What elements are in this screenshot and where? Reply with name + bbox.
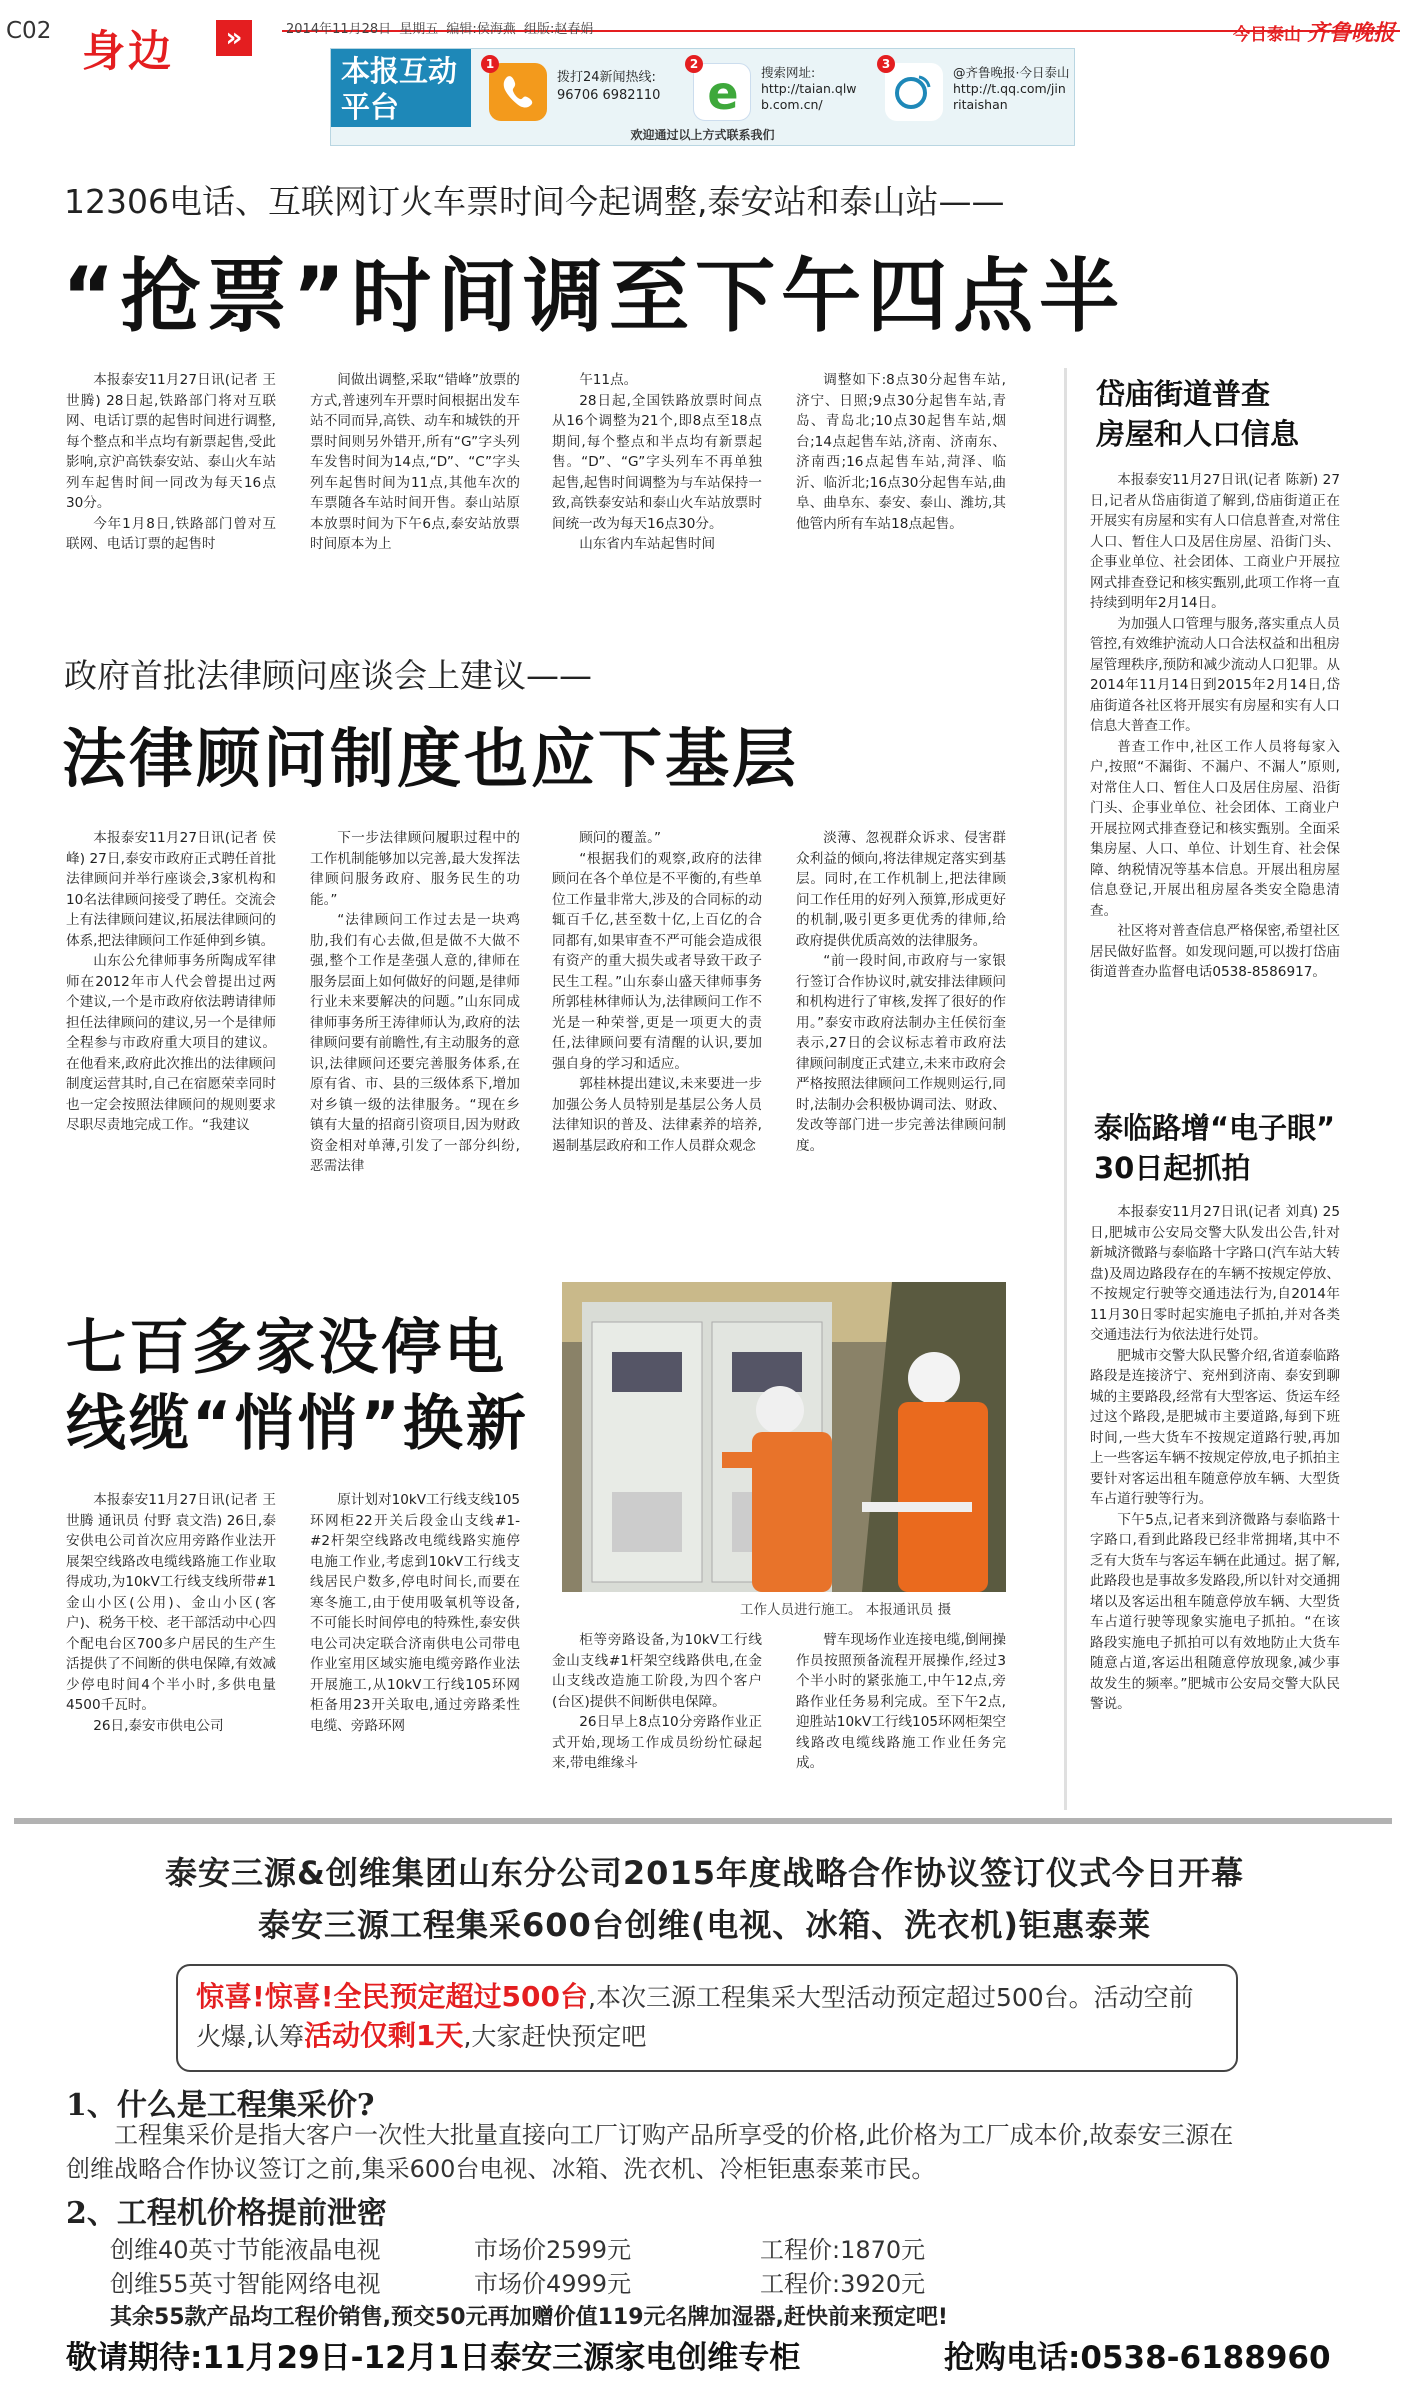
browser-e-icon (693, 63, 751, 121)
a2-col-2 (310, 828, 520, 1258)
paragraph: 郭桂林提出建议,未来要进一步加强公务人员特别是基层公务人员法律知识的普及、法律素养的培养,遏制基层政府和工作人员群众观念 (552, 1076, 762, 1154)
a3-headline-line1: 七百多家没停电 (66, 1313, 507, 1383)
ad-footer-phone: 抢购电话:0538-6188960 (944, 2340, 1331, 2376)
paragraph: 今年1月8日,铁路部门曾对互联网、电话订票的起售时 (66, 515, 276, 552)
a3-col-2 (310, 1490, 520, 1780)
masthead-brand (1233, 16, 1395, 47)
ad-promo-box (176, 1964, 1238, 2072)
paragraph: 间做出调整,采取“错峰”放票的方式,普速列车开票时间根据出发车站不同而异,高铁、动车和城铁的开票时间则另外错开,所有“G”字头列车发售时间为14点,“D”、“C”字头列车起售时间为11点,其他车次的车票随各车站时间开售。泰山站原本放票时间为下午6点,泰安站放票时间原本为上 (310, 372, 520, 552)
paragraph: “法律顾问工作过去是一块鸡肋,我们有心去做,但是做不大做不强,整个工作是垄强人意的,律师在服务层面上如何做好的问题,是律师行业未来要解决的问题。”山东同成律师事务所王涛律师认为,政府的法律顾问要有前瞻性,有主动服务的意识,法律顾问还要完善服务体系,在原有省、市、县的三级体系下,增加对乡镇一级的法律服务。“现在乡镇有大量的招商引资项目,因为财政资金相对单薄,引发了一部分纠纷,恶需法律 (310, 912, 520, 1174)
s1-headline: 岱庙街道普查 房屋和人口信息 (1096, 377, 1300, 451)
badge-1: 1 (481, 55, 499, 73)
paragraph: 山东省内车站起售时间 (579, 536, 716, 552)
badge-3: 3 (877, 55, 895, 73)
a3-photo (562, 1282, 1006, 1592)
a3-col-4 (796, 1630, 1006, 1780)
a3-headline-line2: 线缆“悄悄”换新 (66, 1389, 529, 1459)
s2-headline: 泰临路增“电子眼” 30日起抓拍 (1094, 1111, 1336, 1185)
ad-question-2: 2、工程机价格提前泄密 (66, 2196, 387, 2231)
paragraph: 下一步法律顾问履职过程中的工作机制能够加以完善,最大发挥法律顾问服务政府、服务民生的功能。” (310, 830, 520, 908)
edition-meta: 2014年11月28日 星期五 编辑:侯海燕 组版:赵春娟 (286, 22, 594, 37)
badge-2: 2 (685, 55, 703, 73)
photo-caption: 工作人员进行施工。 本报通讯员 摄 (740, 1602, 952, 1618)
a2-kicker: 政府首批法律顾问座谈会上建议—— (64, 656, 592, 695)
promo-red-2: 活动仅剩1天 (303, 2019, 464, 2052)
paragraph: 为加强人口管理与服务,落实重点人员管控,有效维护流动人口合法权益和出租房屋管理秩序,预防和减少流动人口犯罪。从2014年11月14日到2015年2月14日,岱庙街道各社区将开展实有房屋和实有人口信息大普查工作。 (1090, 615, 1340, 734)
sidebar-rule (1064, 368, 1067, 1810)
paragraph: 臂车现场作业连接电缆,倒闸操作员按照预备流程开展操作,经过3个半小时的紧张施工,中午12点,旁路作业任务易利完成。至下午2点,迎胜站10kV工行线105环网柜架空线路改电缆线路施工作业任务完成。 (796, 1632, 1006, 1771)
paragraph: 本报泰安11月27日讯(记者 王世腾 通讯员 付野 袁文浩) 26日,泰安供电公司首次应用旁路作业法开展架空线路改电缆线路施工作业取得成功,为10kV工行线支线所带#1金山小区(公用)、金山小区(客户)、税务干校、老干部活动中心四个配电台区700多户居民的生产生活提供了不间断的供电保障,有效减少停电时间4个半小时,多供电量4500千瓦时。 (66, 1492, 276, 1713)
paragraph: 下午5点,记者来到济微路与泰临路十字路口,看到此路段已经非常拥堵,其中不乏有大货车与客运车辆在此通过。据了解,此路段也是事故多发路段,所以针对交通拥堵以及客运出租车随意停放车辆、大型货车占道行驶等现象实施电子抓拍。“在该路段实施电子抓拍可以有效地防止大货车随意占道,客运出租随意停放现象,减少事故发生的频率。”肥城市公安局交警大队民警说。 (1090, 1511, 1340, 1712)
s2-body (1090, 1202, 1340, 1802)
promo-red-1: 惊喜!惊喜!全民预定超过500台 (196, 1980, 588, 2013)
product-1-price: 工程价:1870元 (760, 2236, 926, 2264)
website-text[interactable]: 搜索网址: http://taian.qlw b.com.cn/ (761, 65, 857, 112)
paragraph: “前一段时间,市政府与一家银行签订合作协议时,就安排法律顾问和机构进行了审核,发挥了很好的作用。”泰安市政府法制办主任侯衍奎表示,27日的会议标志着市政府法律顾问制度正式建立,未来市政府会严格按照法律顾问工作规则运行,同时,法制办会积极协调司法、财政、发改等部门进一步完善法律顾问制度。 (796, 953, 1006, 1154)
section-title: 身边 (82, 27, 174, 77)
ad-footer-dates: 敬请期待:11月29日-12月1日泰安三源家电创维专柜 (66, 2340, 801, 2376)
product-2-market: 市场价4999元 (474, 2270, 632, 2298)
interaction-footer: 欢迎通过以上方式联系我们 (630, 128, 775, 142)
paragraph: 午11点。 (579, 372, 638, 388)
a1-col-3 (552, 370, 762, 585)
a2-col-1 (66, 828, 276, 1258)
ad-note: 其余55款产品均工程价销售,预交50元再加赠价值119元名牌加湿器,赶快前来预定吧! (110, 2305, 948, 2330)
paragraph: 原计划对10kV工行线支线105环网柜22开关后段金山支线#1-#2杆架空线路改电缆线路实施停电施工作业,考虑到10kV工行线支线居民户数多,停电时间长,而要在寒冬施工,由于使用吸氧机等设备,不可能长时间停电的特殊性,泰安供电公司决定联合济南供电公司带电作业室用区域实施电缆旁路作业法开展施工,从10kV工行线105环网柜备用23开关取电,通过旁路柔性电缆、旁路环网 (310, 1492, 520, 1734)
ad-question-1: 1、什么是工程集采价? (66, 2088, 375, 2123)
paragraph: 本报泰安11月27日讯(记者 刘真) 25日,肥城市公安局交警大队发出公告,针对新城济微路与泰临路十字路口(汽车站大转盘)及周边路段存在的车辆不按规定停放、不按规定行驶等交通违法行为,自2014年11月30日零时起实施电子抓拍,并对各类交通违法行为依法进行处罚。 (1090, 1204, 1340, 1343)
paragraph: 本报泰安11月27日讯(记者 陈新) 27日,记者从岱庙街道了解到,岱庙街道正在开展实有房屋和实有人口信息普查,对常住人口、暂住人口及居住房屋、沿街门头、企事业单位、社会团体、工商业户开展拉网式排查登记和核实甄别,此项工作将一直持续到明年2月14日。 (1090, 472, 1340, 611)
phone-icon (489, 63, 547, 121)
hotline-block (485, 55, 679, 125)
weibo-text[interactable]: @齐鲁晚报·今日泰山 http://t.qq.com/jin ritaishan (953, 65, 1070, 112)
paragraph: 淡薄、忽视群众诉求、侵害群众利益的倾向,将法律规定落实到基层。同时,在工作机制上,把法律顾问工作任用的好列入预算,形成更好的机制,吸引更多更优秀的律师,给政府提供优质高效的法律服务。 (796, 830, 1006, 949)
paragraph: 调整如下:8点30分起售车站,济宁、日照;9点30分起售车站,青岛、青岛北;10点30起售车站,烟台;14点起售车站,济南、济南东、济南西;16点起售车站,菏泽、临沂、临沂北;16点30分起售车站,曲阜、曲阜东、泰安、泰山、潍坊,其他管内所有车站18点起售。 (796, 372, 1006, 532)
a2-col-4 (796, 828, 1006, 1258)
interaction-title: 本报互动平台 (331, 49, 471, 127)
paragraph: 26日,泰安市供电公司 (93, 1717, 224, 1734)
a1-col-1 (66, 370, 276, 585)
product-1-name: 创维40英寸节能液晶电视 (110, 2236, 381, 2264)
ad-paragraph-1: 工程集采价是指大客户一次性大批量直接向工厂订购产品所享受的价格,此价格为工厂成本价,故泰安三源在创维战略合作协议签订之前,集采600台电视、冰箱、洗衣机、冷柜钜惠泰莱市民。 (66, 2121, 1234, 2183)
paragraph: 社区将对普查信息严格保密,希望社区居民做好监督。如发现问题,可以拨打岱庙街道普查办监督电话0538-8586917。 (1090, 923, 1340, 980)
paragraph: 顾问的覆盖。” (579, 830, 661, 846)
paragraph: 山东公允律师事务所陶成军律师在2012年市人代会曾提出过两个建议,一个是市政府依法聘请律师担任法律顾问的建议,另一个是律师全程参与市政府重大项目的建议。在他看来,政府此次推出的法律顾问制度运营其时,自己在宿愿荣幸同时也一定会按照法律顾问的规则要求尽职尽责地完成工作。“我建议 (66, 953, 276, 1133)
ad-divider (14, 1818, 1392, 1824)
a1-col-2 (310, 370, 520, 585)
hotline-text: 拨打24新闻热线: 96706 6982110 (557, 70, 661, 103)
paragraph: 本报泰安11月27日讯(记者 王世腾) 28日起,铁路部门将对互联网、电话订票的起售时间进行调整,每个整点和半点均有新票起售,受此影响,京沪高铁泰安站、泰山火车站列车起售时间一同改为每天16点30分。 (66, 372, 276, 511)
a1-kicker: 12306电话、互联网订火车票时间今起调整,泰安站和泰山站—— (64, 182, 1005, 221)
a2-col-3 (552, 828, 762, 1258)
brand-logo: 齐鲁晚报 (1306, 20, 1395, 46)
paragraph: 肥城市交警大队民警介绍,省道泰临路路段是连接济宁、兖州到济南、泰安到聊城的主要路段,经常有大型客运、货运车经过这个路段,是肥城市主要道路,每到下班时间,一些大货车不按规定道路行驶,再加上一些客运车辆不按规定停放,电子抓拍主要针对客运出租车随意停放车辆、大型货车占道行驶等行为。 (1090, 1347, 1340, 1507)
ad-headline-1: 泰安三源&创维集团山东分公司2015年度战略合作协议签订仪式今日开幕 (165, 1854, 1244, 1892)
ad-headline-2: 泰安三源工程集采600台创维(电视、冰箱、洗衣机)钜惠泰莱 (257, 1906, 1152, 1944)
s1-body (1090, 470, 1340, 1050)
product-1-market: 市场价2599元 (474, 2236, 632, 2264)
a1-headline: “抢票”时间调至下午四点半 (62, 250, 1126, 343)
brand-text: 今日泰山 (1232, 25, 1301, 45)
promo-text-1: ,本次三源工程集采大型活动预定超过500台。活动空前火爆,认筹 (196, 1983, 1194, 2051)
a2-headline: 法律顾问制度也应下基层 (62, 723, 799, 797)
paragraph: 普查工作中,社区工作人员将每家入户,按照“不漏街、不漏户、不漏人”原则,对常住人口、暂住人口及居住房屋、沿街门头、企事业单位、社会团体、工商业户开展拉网式排查登记和核实甄别。全面采集房屋、人口、单位、计划生育、社会保障、纳税情况等基本信息。开展出租房屋信息登记,开展出租房屋各类安全隐患清查。 (1090, 738, 1340, 919)
paragraph: 本报泰安11月27日讯(记者 侯峰) 27日,泰安市政府正式聘任首批法律顾问并举行座谈会,3家机构和10名法律顾问接受了聘任。交流会上有法律顾问建议,拓展法律顾问的体系,把法律顾问工作延伸到乡镇。 (66, 830, 276, 949)
promo-text-2: ,大家赶快预定吧 (463, 2022, 647, 2051)
paragraph: 26日早上8点10分旁路作业正式开始,现场工作成员纷纷忙碌起来,带电维缘斗 (552, 1714, 762, 1771)
paragraph: 柜等旁路设备,为10kV工行线金山支线#1杆架空线路供电,在金山支线改造施工阶段,为四个客户(台区)提供不间断供电保障。 (552, 1632, 762, 1710)
page-number: C02 (6, 18, 52, 44)
paragraph: 28日起,全国铁路放票时间点从16个调整为21个,即8点至18点期间,每个整点和半点均有新票起售。“D”、“G”字头列车不再单独起售,起售时间调整为与车站保持一致,高铁泰安站和泰山火车站放票时间统一改为每天16点30分。 (552, 392, 762, 532)
svg-text:e: e (707, 66, 739, 120)
interaction-banner (330, 48, 1075, 146)
weibo-icon (885, 63, 943, 121)
website-block (689, 55, 873, 125)
a1-col-4 (796, 370, 1006, 585)
product-2-price: 工程价:3920元 (760, 2270, 926, 2298)
a3-col-3 (552, 1630, 762, 1780)
a3-col-1 (66, 1490, 276, 1780)
weibo-block (881, 55, 1070, 125)
section-arrow-icon: » (216, 20, 252, 56)
product-2-name: 创维55英寸智能网络电视 (110, 2270, 381, 2298)
paragraph: “根据我们的观察,政府的法律顾问在各个单位是不平衡的,有些单位工作量非常大,涉及的合同标的动辄百千亿,甚至数十亿,上百亿的合同都有,如果审查不严可能会造成很有资产的重大损失或者导致干政子民生工程。”山东泰山盛天律师事务所郭桂林律师认为,法律顾问工作不光是一种荣誉,更是一项更大的责任,法律顾问要有清醒的认识,要加强自身的学习和适应。 (552, 850, 762, 1072)
